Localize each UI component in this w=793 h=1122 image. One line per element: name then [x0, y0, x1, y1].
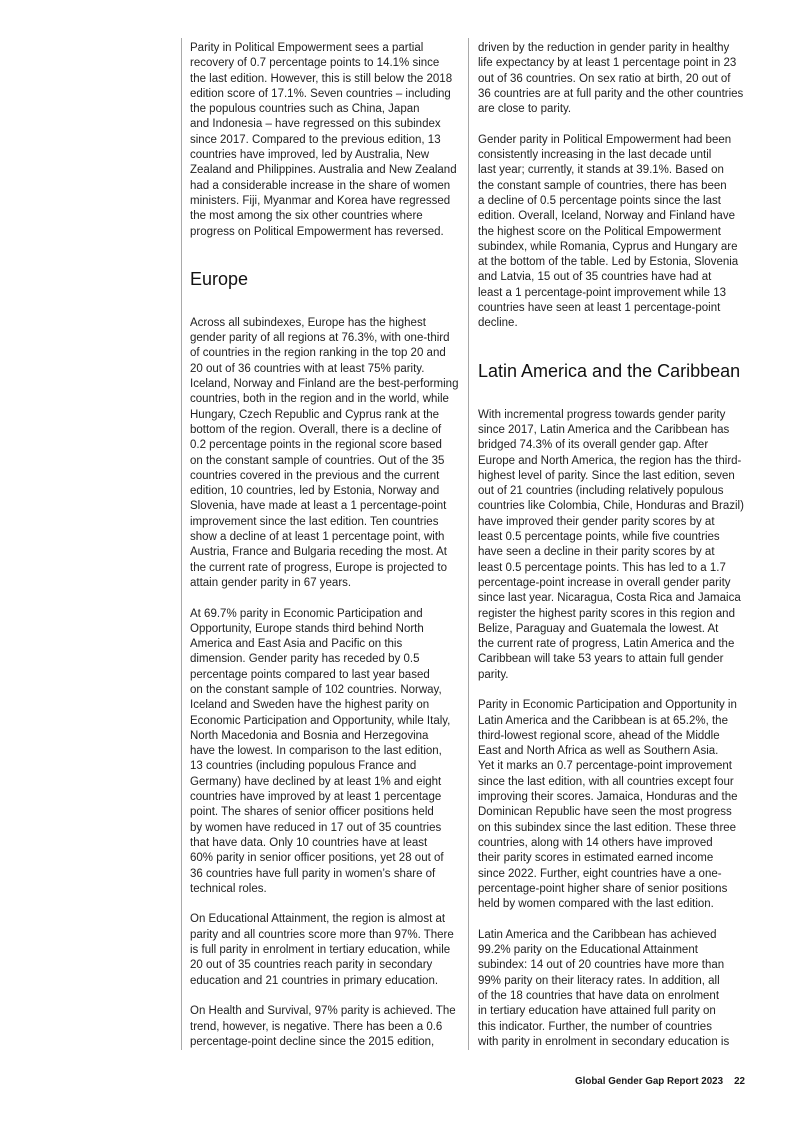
page-footer: [575, 1075, 745, 1089]
left-column-divider: [181, 38, 182, 1050]
body-paragraph: driven by the reduction in gender parity in healthy life expectancy by at least 1 percentage point in 23 out of 36 countries. On sex ratio at birth, 20 out of 36 countries are at full parity and the other countries are close to parity.: [478, 42, 744, 116]
section-heading-europe: Europe: [190, 268, 249, 289]
body-paragraph: On Health and Survival, 97% parity is achieved. The trend, however, is negative. There has been a 0.6 percentage-point decline since the 2015 edition,: [190, 1005, 456, 1048]
page-number: 22: [734, 1076, 745, 1087]
report-title: Global Gender Gap Report 2023: [575, 1076, 724, 1087]
body-paragraph: At 69.7% parity in Economic Participation and Opportunity, Europe stands third behind North America and East Asia and Pacific on this dimension. Gender parity has receded by 0.5 percentage points compared to last year based on the constant sample of 102 countries. Norway, Iceland and Sweden have the highest parity on Economic Participation and Opportunity, while Italy, North Macedonia and Bosnia and Herzegovina have the lowest. In comparison to the last edition, 13 countries (including populous France and Germany) have declined by at least 1% and eight countries have improved by at least 1 percentage point. The shares of senior officer positions held by women have reduced in 17 out of 35 countries that have data. Only 10 countries have at least 60% parity in senior officer positions, yet 28 out of 36 countries have full parity in women’s share of technical roles.: [190, 607, 451, 895]
body-paragraph: Gender parity in Political Empowerment had been consistently increasing in the last decade until last year; currently, it stands at 39.1%. Based on the constant sample of countries, there has been a decline of 0.5 percentage points since the last edition. Overall, Iceland, Norway and Finland have the highest score on the Political Empowerment subindex, while Romania, Cyprus and Hungary are at the bottom of the table. Led by Estonia, Slovenia and Latvia, 15 out of 35 countries have had at least a 1 percentage-point improvement while 13 countries have seen at least 1 percentage-point decline.: [478, 133, 739, 330]
body-paragraph: Latin America and the Caribbean has achieved 99.2% parity on the Educational Attainment subindex: 14 out of 20 countries have more than 99% parity on their literacy rates. In addition, all of the 18 countries that have data on enrolment in tertiary education have attained full parity on this indicator. Further, the number of countries with parity in enrolment in secondary education is: [478, 928, 730, 1048]
left-column: [190, 38, 475, 1050]
body-paragraph: With incremental progress towards gender parity since 2017, Latin America and the Caribbean has bridged 74.3% of its overall gender gap. After Europe and North America, the region has the third- highest level of parity. Since the last edition, seven out of 21 countries (including relatively populous countries like Colombia, Chile, Honduras and Brazil) have improved their gender parity scores by at least 0.5 percentage points, while five countries have seen a decline in their parity scores by at least 0.5 percentage points. This has led to a 1.7 percentage-point increase in overall gender parity since last year. Nicaragua, Costa Rica and Jamaica register the highest parity scores in this region and Belize, Paraguay and Guatemala the lowest. At the current rate of progress, Latin America and the Caribbean will take 53 years to attain full gender parity.: [478, 408, 744, 681]
right-column: [478, 38, 763, 1050]
body-paragraph: Parity in Economic Participation and Opportunity in Latin America and the Caribbean is at 65.2%, the third-lowest regional score, ahead of the Middle East and North Africa as well as Southern Asia. Yet it marks an 0.7 percentage-point improvement since the last edition, with all countries except four improving their scores. Jamaica, Honduras and the Dominican Republic have seen the most progress on this subindex since the last edition. These three countries, along with 14 others have improved their parity scores in estimated earned income since 2022. Further, eight countries have a one- percentage-point higher share of senior positions held by women compared with the last edition.: [478, 699, 738, 911]
body-paragraph: Across all subindexes, Europe has the highest gender parity of all regions at 76.3%, with one-third of countries in the region ranking in the top 20 and 20 out of 36 countries with at least 75% parity. Iceland, Norway and Finland are the best-performing countries, both in the region and in the world, while Hungary, Czech Republic and Cyprus rank at the bottom of the region. Overall, there is a decline of 0.2 percentage points in the regional score based on the constant sample of countries. Out of the 35 countries covered in the previous and the current edition, 10 countries, led by Estonia, Norway and Slovenia, have made at least a 1 percentage-point improvement since the last edition. Ten countries show a decline of at least 1 percentage point, with Austria, France and Bulgaria receding the most. At the current rate of progress, Europe is projected to attain gender parity in 67 years.: [190, 316, 459, 589]
body-paragraph: Parity in Political Empowerment sees a partial recovery of 0.7 percentage points to 14.1% since the last edition. However, this is still below the 2018 edition score of 17.1%. Seven countries – including the populous countries such as China, Japan and Indonesia – have regressed on this subindex since 2017. Compared to the previous edition, 13 countries have improved, led by Australia, New Zealand and Philippines. Australia and New Zealand had a considerable increase in the share of women ministers. Fiji, Myanmar and Korea have regressed the most among the six other countries where progress on Political Empowerment has reversed.: [190, 42, 457, 238]
section-heading-latin-america: Latin America and the Caribbean: [478, 360, 741, 381]
body-paragraph: On Educational Attainment, the region is almost at parity and all countries score more than 97%. There is full parity in enrolment in tertiary education, while 20 out of 35 countries reach parity in secondary education and 21 countries in primary education.: [190, 913, 454, 987]
